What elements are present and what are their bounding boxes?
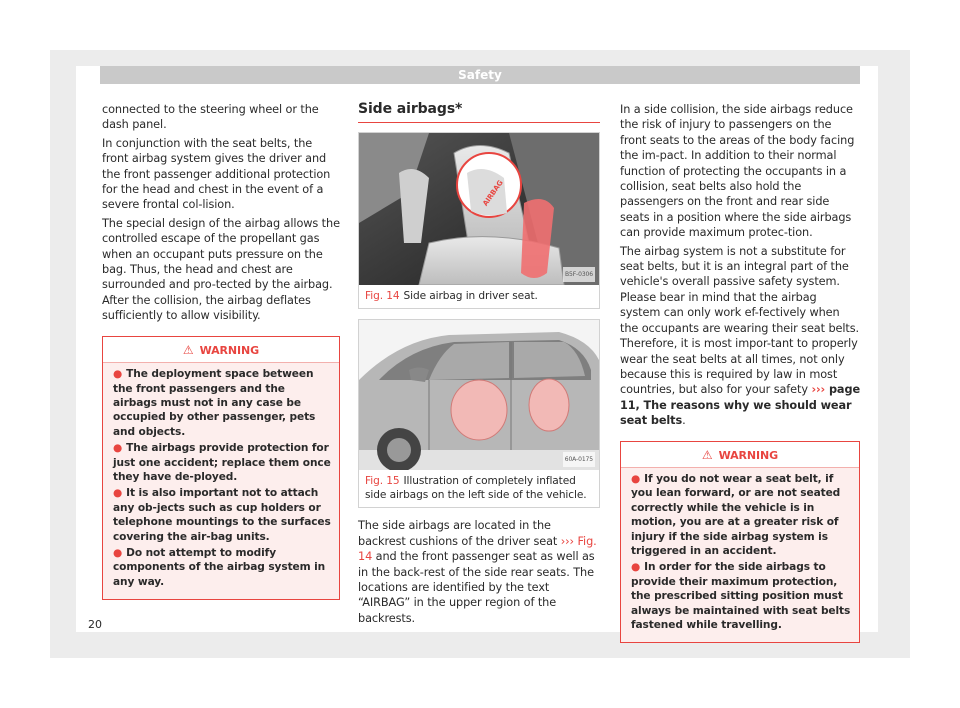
warning-header [103, 337, 339, 363]
warning-item: ● Do not attempt to modify components of the airbag system in any way. [113, 546, 326, 588]
car-illustration [359, 320, 599, 470]
bullet-icon: ● [631, 472, 641, 485]
figure-link[interactable]: Fig. 14 [358, 534, 597, 564]
warning-title: WARNING [718, 448, 779, 462]
page-number: 20 [88, 618, 102, 631]
cross-ref-arrow: ››› [811, 383, 826, 397]
figure-15 [358, 319, 600, 508]
warning-item: ● If you do not wear a seat belt, if you lean forward, or are not seated correctly while the vehicle is in motion, you are at a greater risk of injury if the side airbag system is triggered in an accident. [631, 472, 841, 557]
section-header: Safety [100, 66, 860, 84]
car-airbag-illustration [359, 320, 599, 470]
figure-label: Fig. 15 [365, 475, 400, 488]
paragraph: The side airbags are located in the backrest cushions of the driver seat ››› Fig. 14 and the front passenger seat as well as in the back-rest of the side rear seats. The locations are identified by the text “AIRBAG” in the upper region of the backrests. [358, 519, 597, 625]
warning-item: ● In order for the side airbags to provide their maximum protection, the prescribed sitting position must always be maintained with seat belts fastened while travelling. [631, 561, 851, 631]
figure-code: 60A-0175 [563, 452, 595, 467]
seat-illustration [359, 133, 599, 285]
paragraph: The airbag system is not a substitute for seat belts, but it is an integral part of the vehicle's overall passive safety system. Please bear in mind that the airbag system can only work ef-fectively when the occupants are wearing their seat belts. Therefore, it is most impor-tant to properly wear the seat belts at all times, not only because this is required by law in most countries, but also for your safety ››› page 11, The reasons why we should wear seat belts. [620, 244, 861, 428]
bullet-icon: ● [113, 442, 123, 455]
column-3 [620, 102, 860, 643]
paragraph: In conjunction with the seat belts, the front airbag system gives the driver and the front passenger additional protection for the head and chest in the event of a severe frontal col-lision. [102, 136, 331, 212]
bullet-icon: ● [113, 368, 123, 381]
warning-item: ● The deployment space between the front passengers and the airbags must not in any case be occupied by other passenger, pets and objects. [113, 368, 316, 438]
warning-list [621, 468, 859, 642]
figure-caption: Fig. 14 Side airbag in driver seat. [365, 290, 538, 303]
paragraph: connected to the steering wheel or the dash panel. [102, 103, 319, 132]
warning-triangle-icon: ⚠ [182, 342, 194, 357]
warning-header [621, 442, 859, 468]
seat-airbag-illustration [359, 133, 599, 285]
cross-ref-arrow: ››› [560, 534, 574, 548]
warning-box [620, 441, 860, 644]
figure-label: Fig. 14 [365, 290, 400, 303]
page-link[interactable]: page 11, The reasons why we should wear seat belts [620, 383, 861, 428]
paragraph: The special design of the airbag allows the controlled escape of the propellant gas when an occupant puts pressure on the bag. Thus, the head and chest are surrounded and pro-tected by the airbag. After the collision, the airbag deflates sufficiently to allow visibility. [102, 216, 340, 323]
airbag-label: AIRBAG [481, 179, 505, 208]
bullet-icon: ● [113, 546, 123, 559]
figure-caption: Fig. 15 Illustration of completely inflated side airbags on the left side of the vehicle. [365, 475, 587, 502]
figure-14 [358, 132, 600, 309]
warning-title: WARNING [199, 343, 260, 357]
warning-list [103, 363, 339, 599]
column-1 [102, 102, 340, 600]
figure-code: B5F-0306 [563, 267, 595, 282]
warning-triangle-icon: ⚠ [701, 447, 713, 462]
bullet-icon: ● [631, 561, 641, 574]
paragraph: In a side collision, the side airbags reduce the risk of injury to passengers on the front seats to the areas of the body facing the im-pact. In addition to their normal function of protecting the occupants in a collision, seat belts also hold the passengers on the front and rear side seats in a position where the side airbags can provide maximum protec-tion. [620, 103, 855, 240]
bullet-icon: ● [113, 487, 123, 500]
warning-item: ● It is also important not to attach any ob-jects such as cup holders or telephone mountings to the surfaces covering the air-bag units. [113, 487, 331, 543]
section-title: Side airbags* [358, 102, 600, 123]
warning-item: ● The airbags provide protection for just one accident; replace them once they have de-ployed. [113, 442, 331, 483]
column-2 [358, 102, 600, 629]
warning-box [102, 336, 340, 601]
